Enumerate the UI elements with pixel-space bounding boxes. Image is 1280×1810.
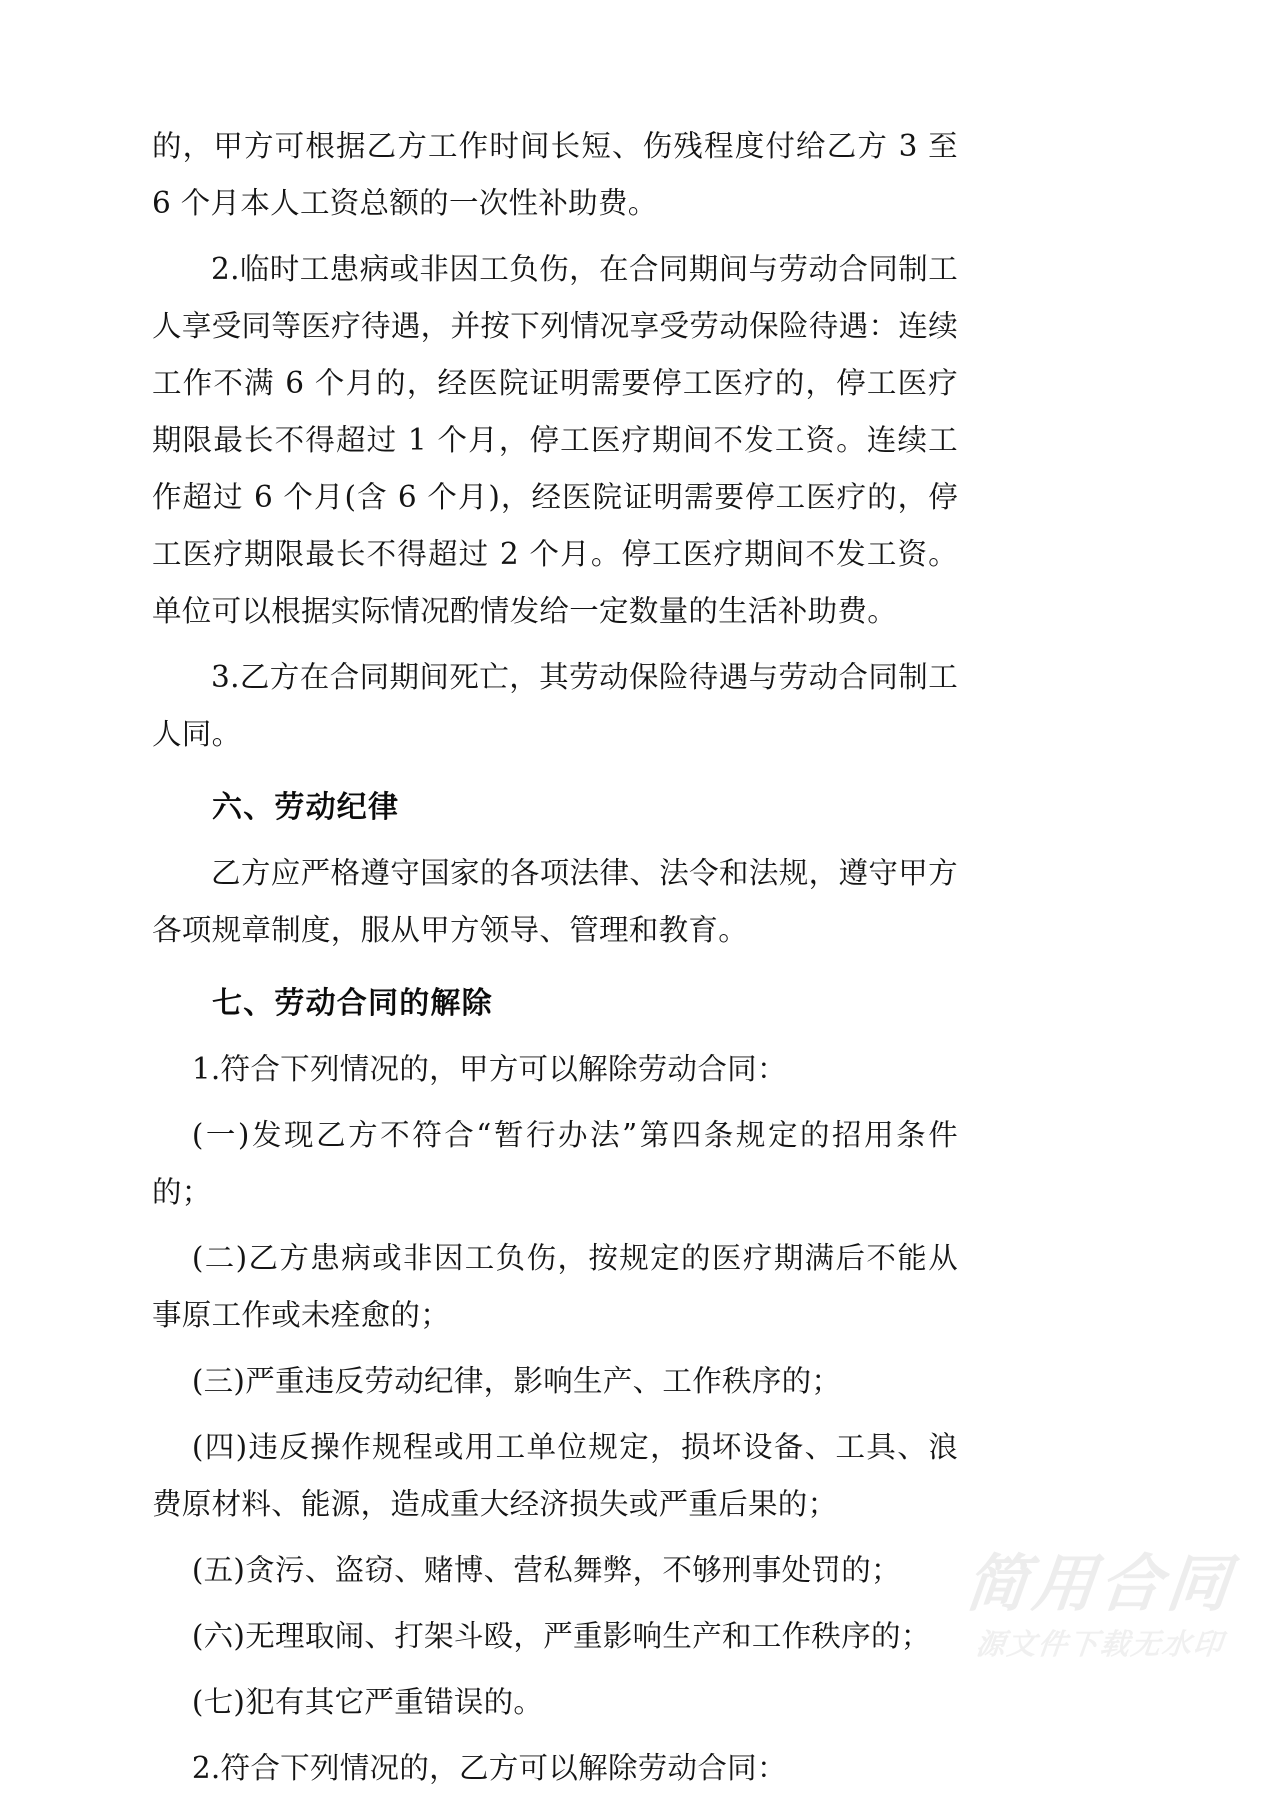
paragraph-spacer <box>152 1221 958 1230</box>
heading-section-six-labor-discipline: 六、劳动纪律 <box>212 790 400 825</box>
paragraph-clause-2-party-b-may-terminate: 2.符合下列情况的，乙方可以解除劳动合同： <box>191 1751 787 1785</box>
heading-spacer <box>152 836 958 845</box>
paragraph-spacer <box>152 1533 958 1542</box>
paragraph-clause-1-sub-g: (七)犯有其它严重错误的。 <box>191 1685 544 1719</box>
paragraph-spacer <box>152 1344 958 1353</box>
paragraph-clause-1-sub-c: (三)严重违反劳动纪律，影响生产、工作秩序的； <box>191 1364 842 1398</box>
heading-spacer <box>152 1032 958 1041</box>
paragraph-carryover-compensation: 的，甲方可根据乙方工作时间长短、伤残程度付给乙方 3 至 6 个月本人工资总额的一次性补助费。 <box>152 129 958 220</box>
paragraph-spacer <box>152 1098 958 1107</box>
section-spacer <box>152 763 958 779</box>
paragraph-item-2-temporary-worker-illness: 2.临时工患病或非因工负伤，在合同期间与劳动合同制工人享受同等医疗待遇，并按下列情况享受劳动保险待遇：连续工作不满 6 个月的，经医院证明需要停工医疗的，停工医疗期限最长不得超过 1 个月，停工医疗期间不发工资。连续工作超过 6 个月(含 6 个月)，经医院证明需要停工医疗的，停工医疗期限最长不得超过 2 个月。停工医疗期间不发工资。单位可以根据实际情况酌情发给一定数量的生活补助费。 <box>152 252 958 628</box>
document-text-body <box>152 118 958 1797</box>
paragraph-clause-1-sub-a: (一)发现乙方不符合“暂行办法”第四条规定的招用条件的； <box>152 1118 958 1209</box>
paragraph-section-six-body: 乙方应严格遵守国家的各项法律、法令和法规，遵守甲方各项规章制度，服从甲方领导、管理和教育。 <box>152 856 958 947</box>
heading-section-seven-contract-termination: 七、劳动合同的解除 <box>212 986 493 1021</box>
paragraph-spacer <box>152 1665 958 1674</box>
paragraph-spacer <box>152 640 958 649</box>
paragraph-clause-1-sub-d: (四)违反操作规程或用工单位规定，损坏设备、工具、浪费原材料、能源，造成重大经济损失或严重后果的； <box>152 1430 958 1521</box>
watermark-tagline-text: 源文件下载无水印 <box>974 1627 1226 1662</box>
paragraph-clause-1-sub-f: (六)无理取闹、打架斗殴，严重影响生产和工作秩序的； <box>191 1619 931 1653</box>
section-spacer <box>152 959 958 975</box>
paragraph-clause-1-party-a-may-terminate: 1.符合下列情况的，甲方可以解除劳动合同： <box>191 1052 787 1086</box>
paragraph-spacer <box>152 1599 958 1608</box>
paragraph-spacer <box>152 1731 958 1740</box>
watermark <box>962 1547 1238 1664</box>
watermark-brand-text: 简用合同 <box>962 1547 1238 1621</box>
paragraph-item-3-death-during-contract: 3.乙方在合同期间死亡，其劳动保险待遇与劳动合同制工人同。 <box>152 660 958 751</box>
paragraph-clause-1-sub-b: (二)乙方患病或非因工负伤，按规定的医疗期满后不能从事原工作或未痊愈的； <box>152 1241 958 1332</box>
paragraph-clause-1-sub-e: (五)贪污、盗窃、赌博、营私舞弊，不够刑事处罚的； <box>191 1553 901 1587</box>
paragraph-spacer <box>152 1410 958 1419</box>
paragraph-spacer <box>152 232 958 241</box>
